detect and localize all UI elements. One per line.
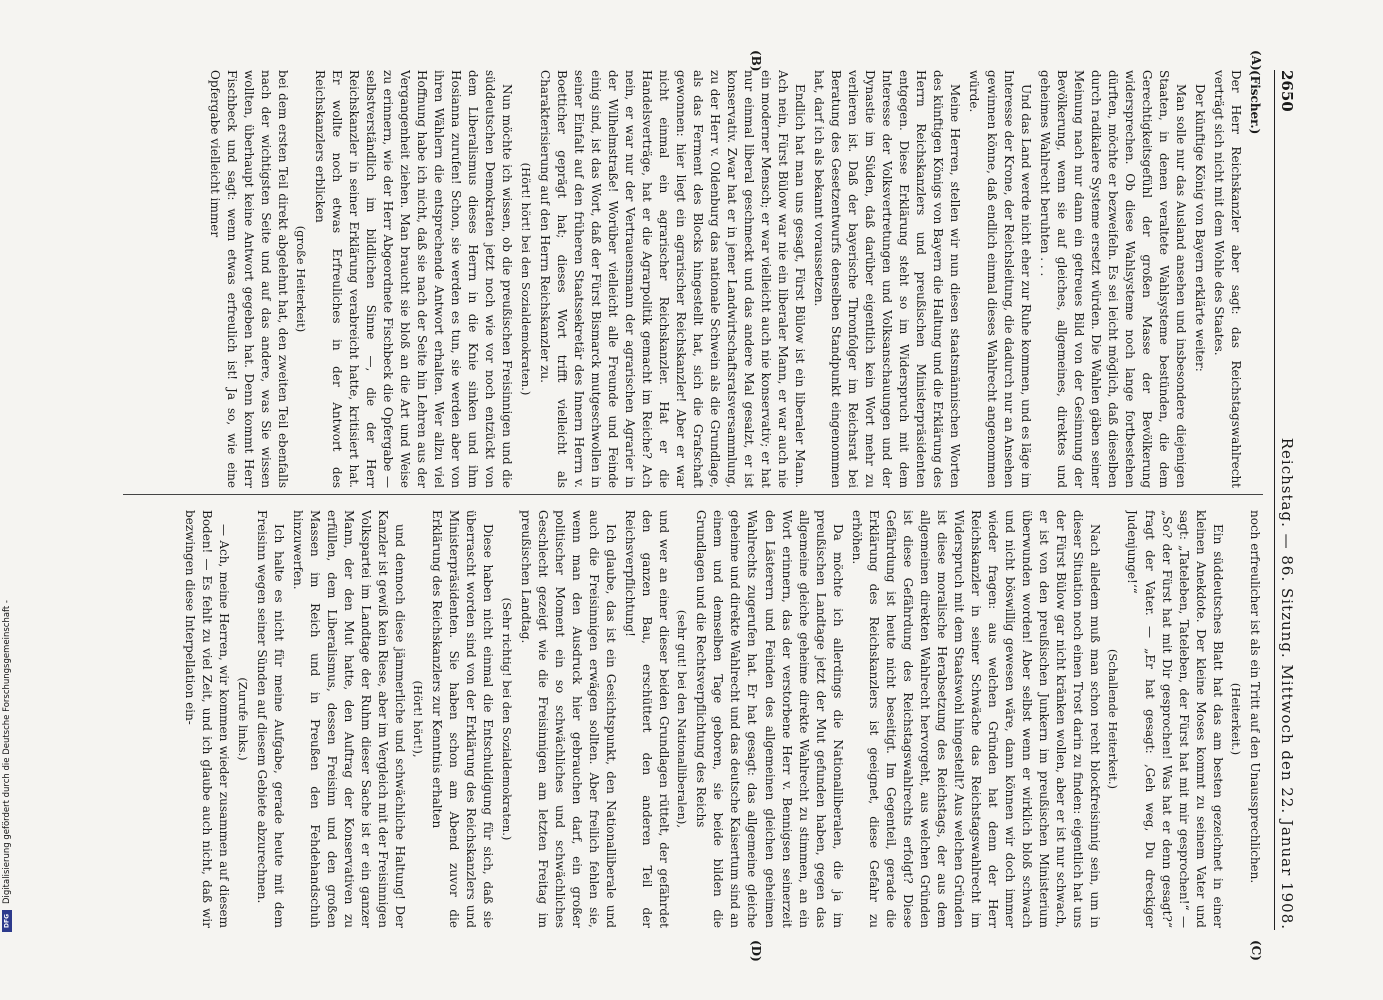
interjection: (Hört! hört!),: [411, 680, 426, 758]
column-marker-d: (D): [749, 940, 763, 962]
interjection: (Zurufe links.): [235, 677, 250, 761]
interjection: (Heiterkeit.): [1228, 682, 1243, 756]
paragraph: Und das Land werde nicht eher zur Ruhe kommen, und es läge im Interesse der Krone, der Reichsleitung, die dadurch nur an Ansehen gewinnen könne, daß endlich einmal dieses Wahlrecht angenommen würde.: [967, 70, 1033, 488]
paragraph: Nach alledem muß man schon recht blockfreisinnig sein, um in dieser Situation noch einen Trost darin zu finden: eigentlich hat uns der Fürst Bülow gar nicht kränken wollen, aber er ist nur schwach, er ist von den preußischen Junkern im preußischen Ministerium überwunden worden! Aber selbst wenn er wirklich bloß schwach und nicht böswillig gewesen wäre, dann können wir doch immer wieder fragen: aus welchen Gründen hat denn der Herr Reichskanzler in seiner Schwäche das Reichstagswahlrecht im Widerspruch mit dem Staatswohl hingestellt? Aus welchen Gründen ist diese moralische Herabsetzung des Reichstags, der aus dem allgemeinen direkten Wahlrecht hervorgeht, aus welchen Gründen ist diese Gefährdung des Reichstagswahlrechts erfolgt? Diese Gefährdung ist heute nicht beseitigt. Im Gegenteil, gerade die Erklärung des Reichskanzlers ist geeignet, diese Gefahr zu erhöhen.: [849, 510, 1103, 928]
paragraph: Der Herr Reichskanzler aber sagt: das Reichstagswahlrecht verträgt sich nicht mit dem Wohle des Staates.: [1211, 70, 1243, 488]
interjection: (Sehr richtig! bei den Sozialdemokraten.): [499, 597, 514, 841]
interjection: (Schallende Heiterkeit.): [1106, 648, 1121, 790]
paragraph: Diese haben nicht einmal die Entschuldigung für sich, daß sie überrascht worden sind von der Erklärung des Reichskanzlers und Ministerpräsidenten. Sie haben schon am Abend zuvor die Erklärung des Reichskanzlers zur Kenntnis erhalten: [430, 510, 496, 928]
right-text-column: [133, 510, 1263, 928]
paragraph: und dennoch diese jämmerliche und schwächliche Haltung! Der Kanzler ist gewiß kein Riese, aber im Vergleich mit der Freisinnigen Volkspartei im Landtage der Ruhm dieser Sache ist er ein ganzer Mann, der den Mut hatte, den Auftrag der Konservativen zu erfüllen, dem Liberalismus, dessen Freisinn und den großen Massen im Reich und in Preußen den Fehdehandschuh hinzuwerfen.: [290, 510, 407, 928]
paragraph: — Ach, meine Herren, wir kommen wieder zusammen auf diesem Boden! — Es fehlt zu viel Zeit, und ich glaube auch nicht, daß wir bezwingen diese Interpellation ein-: [183, 510, 232, 928]
interjection: (Hört! hört! bei den Sozialdemokraten.): [518, 162, 533, 396]
paragraph: Man solle nur das Ausland ansehen und insbesondere diejenigen Staaten, in denen veraltete Wahlsysteme bestünden, die dem Gerechtigkeitsgefühl der großen Masse der Bevölkerung widersprechen. Ob diese Wahlsysteme noch lange fortbestehen dürften, möchte er bezweifeln. Es sei leicht möglich, daß dieselben durch radikalere Systeme ersetzt würden. Die Wahlen gäben seiner Meinung nach nur dann ein getreues Bild von der Gesinnung der Bevölkerung, wenn sie auf gleiches, allgemeines, direktes und geheimes Wahlrecht beruhten . . .: [1037, 70, 1188, 488]
paragraph: noch erfreulicher ist als ein Tritt auf den Unaussprechlichen.: [1248, 510, 1262, 884]
speaker-name: (Fischer.): [1248, 70, 1262, 135]
column-marker-b: (B): [749, 50, 763, 72]
paragraph: Da möchte ich allerdings die Nationalliberalen, die ja im preußischen Landtage jetzt der Mut gefunden haben, gegen das allgemeine gleiche geheime direkte Wahlrecht zu stimmen, an ein Wort erinnern, das der verstorbene Herr v. Bennigsen seinerzeit den Lästerern und Feinden des allgemeinen gleichen geheimen Wahlrechts zugerufen hat. Er hat gesagt: das allgemeine gleiche geheime und direkte Wahlrecht und das deutsche Kaisertum sind an einem und demselben Tage geboren, sie beide bilden die Grundlagen und die Rechtsverpflichtung des Reichs: [694, 510, 845, 928]
page-header: [1276, 70, 1298, 930]
column-divider: [123, 494, 1263, 495]
interjection: (große Heiterkeit): [293, 225, 308, 333]
column-marker-c: (C): [1249, 940, 1263, 961]
paragraph: bei dem ersten Teil direkt abgelehnt hat, den zweiten Teil ebenfalls nach der wichtigsten Seite und auf das andere, was Sie wissen wollten, überhaupt keine Antwort gegeben hat. Denn kommt Herr Fischbeck und sagt: wenn etwas erfreulich ist! Ja so, wie eine Opfergabe vielleicht immer: [207, 70, 290, 488]
dfg-logo: DFG: [2, 910, 12, 932]
left-text-column: [133, 70, 1263, 488]
session-title: Reichstag. — 86. Sitzung. Mittwoch den 22. Januar 1908.: [1278, 437, 1296, 930]
paragraph: Endlich hat man uns gesagt, Fürst Bülow ist ein liberaler Mann. Ach nein, Fürst Bülow war nie ein liberaler Mann, er war auch nie ein moderner Mensch; er war vielleicht auch nie konservativ; er hat nur einmal liberal geschmeckt und das andere Mal gesalzt, er ist konservativ. Zwar hat er in jener Landwirtschaftsratsversammlung, zu der Herr v. Oldenburg das nationale Schwein als die Grundlage, als das Ferment des Blocks hingestellt hat, sich die Grafschaft gewonnen: hier liegt ein agrarischer Reichskanzler! Aber er war nicht einmal ein agrarischer Reichskanzler. Hat er die Handelsverträge, hat er die Agrarpolitik gemacht im Reiche? Ach nein, er war nur der Vertrauensmann der agrarischen Agrarier in der Wilhelmstraße! Worüber vielleicht alle Freunde und Feinde einig sind, ist das Wort, daß der Fürst Bismarck mutgeschwollen in seiner Einfalt auf den früheren Staatssekretär des Innern Herrn v. Boetticher geprägt hat; dieses Wort trifft vielleicht als Charakterisierung auf den Herrn Reichskanzler zu.: [537, 70, 808, 488]
paragraph: Nun möchte ich wissen, ob die preußischen Freisinnigen und die süddeutschen Demokraten jetzt noch wie vor noch entzückt von dem Liberalismus dieses Herrn in die Knie sinken und ihm Hosianna zurufen! Schon, sie werden es tun, sie werden aber von ihren Wählern die entsprechende Antwort erhalten. Wer allzu viel Hoffnung habe ich nicht, daß sie nach der Seite hin Lehren aus der Vergangenheit ziehen. Man braucht sie bloß an die Art und Weise zu erinnern, wie der Herr Abgeordnete Fischbeck die Opfergabe — selbstverständlich im bildlichen Sinne —, die der Herr Reichskanzler in seiner Erklärung verabreicht hatte, kritisiert hat. Er wollte noch etwas Erfreuliches in der Antwort des Reichskanzlers erblicken: [313, 70, 515, 488]
interjection: (sehr gut! bei den Nationalliberalen),: [675, 609, 690, 829]
page-number: 2650: [1278, 70, 1296, 112]
paragraph: Ich glaube, das ist ein Gesichtspunkt, den Nationalliberale und auch die Freisinnigen erwägen sollten. Aber freilich fehlen sie, wenn man den Ausdruck hier gebrauchen darf, ein großer politischer Moment ein so schwächliches und schwächliches Geschlecht gezeigt wie die Freisinnigen am letzten Freitag im preußischen Landtag.: [518, 510, 618, 928]
paragraph: Ich halte es nicht für meine Aufgabe, gerade heute mit dem Freisinn wegen seiner Sünden auf diesem Gebiete abzurechnen.: [254, 510, 286, 928]
paragraph: Ein süddeutsches Blatt hat das am besten gezeichnet in einer kleinen Anekdote. Der kleine Moses kommt zu seinem Vater und sagt: „Tateleben, Tateleben, der Fürst hat mit mir gesprochen!“ — „So? der Fürst hat mit Dir gesprochen! Was hat er denn gesagt?“ fragt der Vater. — „Er hat gesagt: ‚Geh weg, Du dreckiger Judenjunge!‘“: [1125, 510, 1225, 928]
header-rule: [1274, 70, 1275, 930]
paragraph: und wer an einer dieser beiden Grundlagen rüttelt, der gefährdet den ganzen Bau, erschüttert den anderen Teil der Reichsverpflichtung!: [622, 510, 672, 928]
paragraph: Meine Herren, stellen wir nun diesen staatsmännischen Worten des künftigen Königs von Bayern die Haltung und die Erklärung des Herrn Reichskanzlers und preußischen Ministerpräsidenten entgegen. Diese Erklärung steht so im Widerspruch mit dem Interesse der Volksvertretungen und Volksanschauungen und der Dynastie im Süden, daß darüber eigentlich kein Wort mehr zu verlieren ist. Daß der bayerische Thronfolger im Reichsrat bei Beratung des Gesetzentwurfs denselben Standpunkt eingenommen hat, darf ich als bekannt voraussetzen.: [812, 70, 963, 488]
digitization-credit: [2, 600, 12, 996]
column-marker-a: (A): [1249, 50, 1263, 71]
paragraph: Der künftige König von Bayern erklärte weiter:: [1192, 84, 1207, 372]
credit-text: Digitalisierung gefördert durch die Deutsche Forschungsgemeinschaft -: [2, 600, 12, 904]
